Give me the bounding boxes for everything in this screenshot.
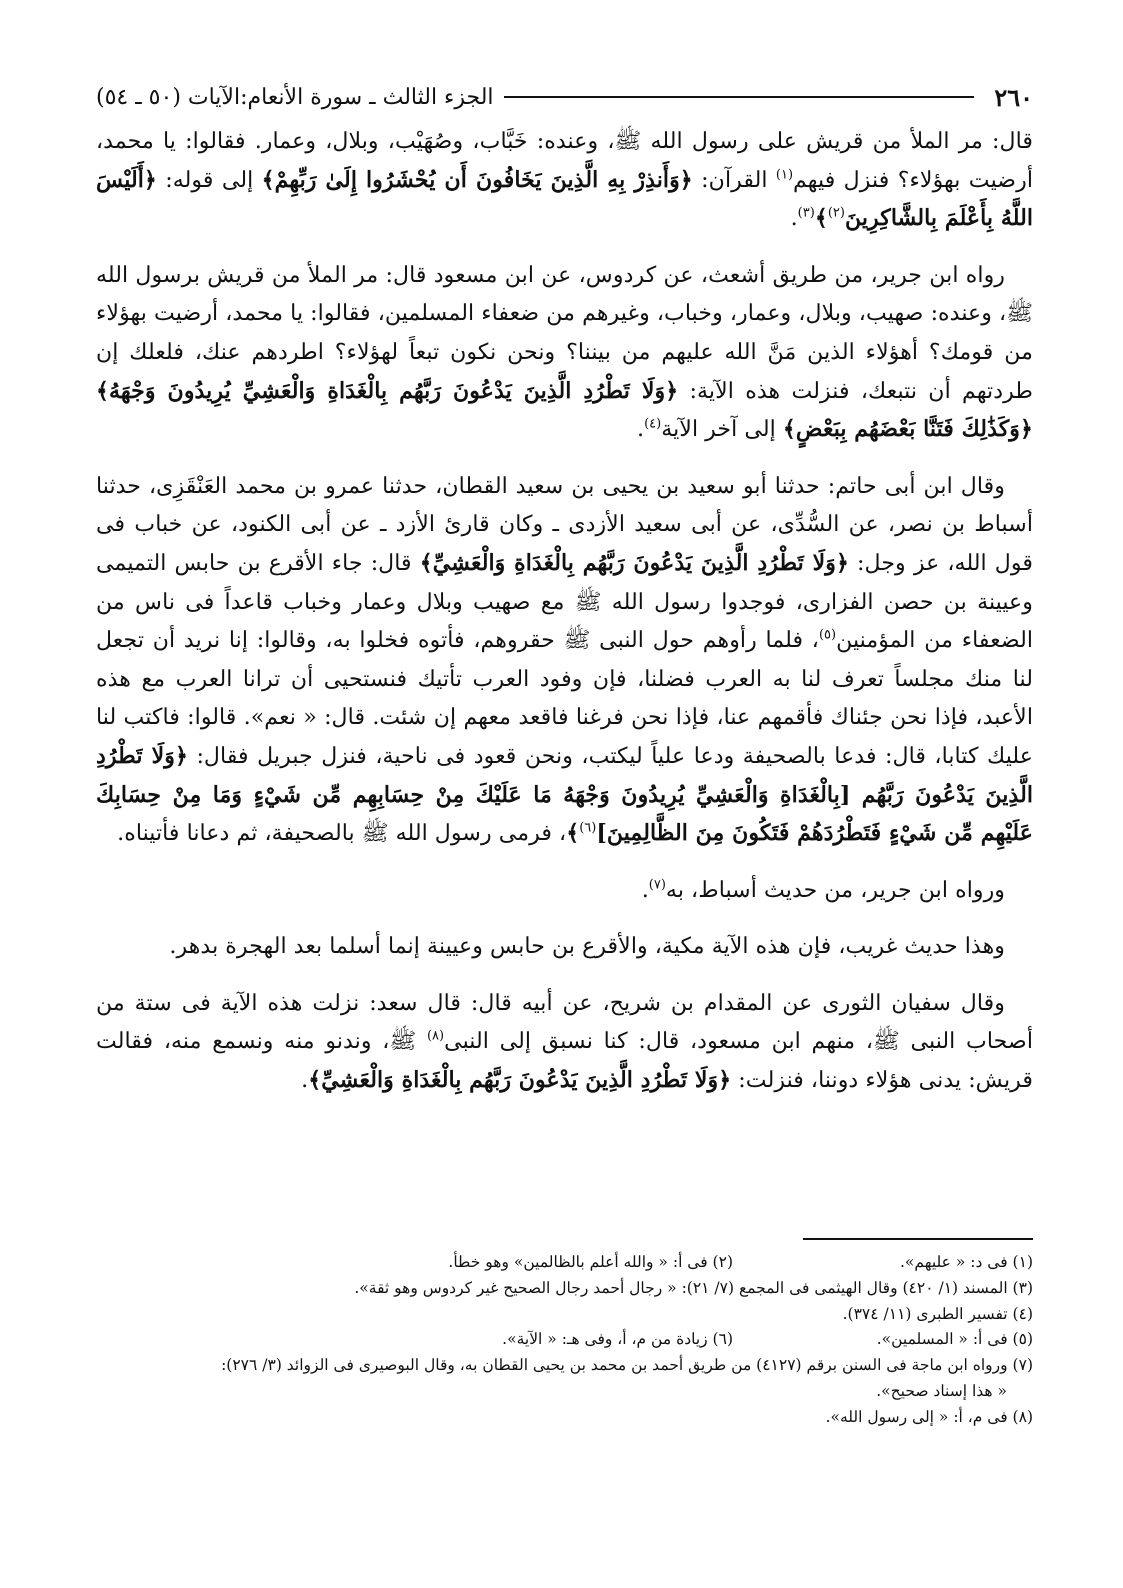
footnote-5: (٥) فى أ: « المسلمين». xyxy=(876,1330,1033,1349)
text-run: قال: مر الملأ من قريش على رسول الله ﷺ، وعنده: خَبَّاب، وصُهَيْب، وبلال، وعمار. فقالوا: يا محمد، أرضيت بهؤلاء؟ فنزل فيهم xyxy=(96,128,1033,193)
paragraph-2 xyxy=(96,256,1033,449)
verse-close-bracket: ﴾ xyxy=(814,205,828,232)
footnote-7-continued: « هذا إسناد صحيح». xyxy=(876,1381,1007,1400)
text-run: ، فرمى رسول الله ﷺ بالصحيفة، ثم دعانا فأتيناه. xyxy=(117,820,567,847)
text-run: رواه ابن جرير، من طريق أشعث، عن كردوس، عن ابن مسعود قال: مر الملأ من قريش برسول الله ﷺ، وعنده: صهيب، وبلال، وعمار، وخباب، وغيرهم من ضعفاء المسلمين، فقالوا: يا محمد، أرضيت بهؤلاء من قومك؟ أهؤلاء الذين مَنَّ الله عليهم من بيننا؟ ونحن نكون تبعاً لهؤلاء؟ اطردهم عنك، فلعلك إن طردتهم أن نتبعك، فنزلت هذه الآية: xyxy=(96,261,1034,404)
footnotes xyxy=(96,1250,1033,1431)
footnote-1: (١) فى د: « عليهم». xyxy=(899,1253,1033,1271)
text-run: . xyxy=(301,1067,309,1094)
text-run: إلى آخر الآية xyxy=(661,416,783,443)
main-text xyxy=(96,122,1033,1118)
quran-verse: ﴿أَلَيْسَ اللَّهُ بِأَعْلَمَ بِالشَّاكِرِينَ xyxy=(96,166,1033,232)
footnote-3: (٣) المسند (١/ ٤٢٠) وقال الهيثمى فى المجمع (٧/ ٢١): « رجال أحمد رجال الصحيح غير كردوس وهو ثقة». xyxy=(354,1278,1033,1297)
footnote-4: (٤) تفسير الطبرى (١١/ ٣٧٤). xyxy=(842,1304,1033,1323)
text-run: . xyxy=(641,876,649,903)
footnote-ref[interactable]: (٦) xyxy=(579,820,597,836)
quran-verse: ﴿وَلَا تَطْرُدِ الَّذِينَ يَدْعُونَ رَبَّهُم بِالْغَدَاةِ وَالْعَشِيِّ﴾ xyxy=(419,549,849,576)
text-run: وقال ابن أبى حاتم: حدثنا أبو سعيد بن يحيى بن سعيد القطان، حدثنا عمرو بن محمد العَنْقَزِى، حدثنا أسباط بن نصر، عن السُّدِّى، عن أبى سعيد الأزدى ـ وكان قارئ الأزد ـ عن أبى الكنود، عن خباب فى قول الله، عز وجل: xyxy=(96,472,1033,576)
paragraph-4 xyxy=(96,871,1033,910)
paragraph-3 xyxy=(96,467,1033,853)
verse-close-bracket: ﴾ xyxy=(566,820,580,847)
page-header xyxy=(96,80,1033,114)
quran-verse: ﴿وَلَا تَطْرُدِ الَّذِينَ يَدْعُونَ رَبَّهُم [بِالْغَدَاةِ وَالْعَشِيِّ يُرِيدُونَ وَجْهَهُ مَا عَلَيْكَ مِنْ حِسَابِهِم مِّن شَيْءٍ وَمَا مِنْ حِسَابِكَ عَلَيْهِم مِّن شَيْءٍ فَتَطْرُدَهُمْ فَتَكُونَ مِنَ الظَّالِمِينَ] xyxy=(96,742,1033,847)
text-run: . xyxy=(790,205,798,232)
paragraph-1 xyxy=(96,122,1033,238)
quran-verse: ﴿وَلَا تَطْرُدِ الَّذِينَ يَدْعُونَ رَبَّهُم بِالْغَدَاةِ وَالْعَشِيِّ يُرِيدُونَ وَجْهَهُ﴾ xyxy=(96,377,679,404)
footnote-8: (٨) فى م، أ: « إلى رسول الله». xyxy=(825,1407,1033,1426)
running-title: الجزء الثالث ـ سورة الأنعام:الآيات (٥٠ ـ ٥٤) xyxy=(96,84,494,110)
text-run: إلى قوله: xyxy=(156,166,262,193)
footnote-ref[interactable]: (٥) xyxy=(818,627,837,643)
paragraph-5 xyxy=(96,927,1033,966)
footnote-6: (٦) زيادة من م، أ، وفى هـ: « الآية». xyxy=(502,1330,733,1349)
footnote-separator xyxy=(803,1238,1033,1240)
quran-verse: ﴿وَلَا تَطْرُدِ الَّذِينَ يَدْعُونَ رَبَّهُم بِالْغَدَاةِ وَالْعَشِيِّ﴾ xyxy=(308,1067,732,1094)
footnote-ref[interactable]: (١) xyxy=(775,167,794,183)
footnote-ref[interactable]: (٧) xyxy=(648,877,666,893)
footnote-7: (٧) ورواه ابن ماجة فى السنن برقم (٤١٢٧) من طريق أحمد بن محمد بن يحيى القطان به، وقال البوصيرى فى الزوائد (٣/ ٢٧٦): xyxy=(221,1356,1033,1375)
text-run: ورواه ابن جرير، من حديث أسباط، به xyxy=(665,876,1005,903)
footnote-ref[interactable]: (٣) xyxy=(797,205,815,221)
footnote-row xyxy=(96,1250,1033,1276)
page-number: ٢٦٠ xyxy=(994,82,1033,112)
footnote-2: (٢) فى أ: « والله أعلم بالظالمين» وهو خطأ. xyxy=(448,1253,733,1271)
quran-verse: ﴿وَكَذَٰلِكَ فَتَنَّا بَعْضَهُم بِبَعْضٍ﴾ xyxy=(782,416,1033,443)
text-run: وهذا حديث غريب، فإن هذه الآية مكية، والأقرع بن حابس وعيينة إنما أسلما بعد الهجرة بدهر. xyxy=(169,933,1005,960)
text-run: القرآن: xyxy=(692,166,776,193)
text-run: ، فلما رأوهم حول النبى ﷺ حقروهم، فأتوه فخلوا به، وقالوا: إنا نريد أن تجعل لنا منك مجلساً تعرف لنا به العرب فضلنا، فإن وفود العرب تأتيك فنستحيى أن ترانا العرب مع هذه الأعبد، فإذا نحن جئناك فأقمهم عنا، فإذا نحن فرغنا فاقعد معهم إن شئت. قال: « نعم». قالوا: فاكتب لنا عليك كتابا، قال: فدعا بالصحيفة ودعا علياً ليكتب، ونحن قعود فى ناحية، فنزل جبريل فقال: xyxy=(96,627,1033,769)
footnote-ref[interactable]: (٢) xyxy=(827,205,845,221)
text-run: ﷺ، وندنو منه ونسمع منه، فقالت قريش: يدنى هؤلاء دوننا، فنزلت: xyxy=(96,1028,1033,1094)
text-run: قال: جاء الأقرع بن حابس التميمى وعيينة بن حصن الفزارى، فوجدوا رسول الله ﷺ مع صهيب وبلال وعمار وخباب قاعداً فى ناس من الضعفاء من المؤمنين xyxy=(96,549,1033,654)
footnote-ref[interactable]: (٨) xyxy=(426,1029,445,1045)
footnote-row xyxy=(96,1327,1033,1353)
text-run: وقال سفيان الثورى عن المقدام بن شريح، عن أبيه قال: قال سعد: نزلت هذه الآية فى ستة من أصحاب النبى ﷺ، منهم ابن مسعود، قال: كنا نسبق إلى النبى xyxy=(96,989,1033,1055)
text-run: . xyxy=(637,416,645,443)
quran-verse: ﴿وَأَنذِرْ بِهِ الَّذِينَ يَخَافُونَ أَن يُحْشَرُوا إِلَىٰ رَبِّهِمْ﴾ xyxy=(261,166,693,193)
paragraph-6 xyxy=(96,984,1033,1100)
header-rule xyxy=(504,96,975,98)
footnote-ref[interactable]: (٤) xyxy=(644,416,662,432)
